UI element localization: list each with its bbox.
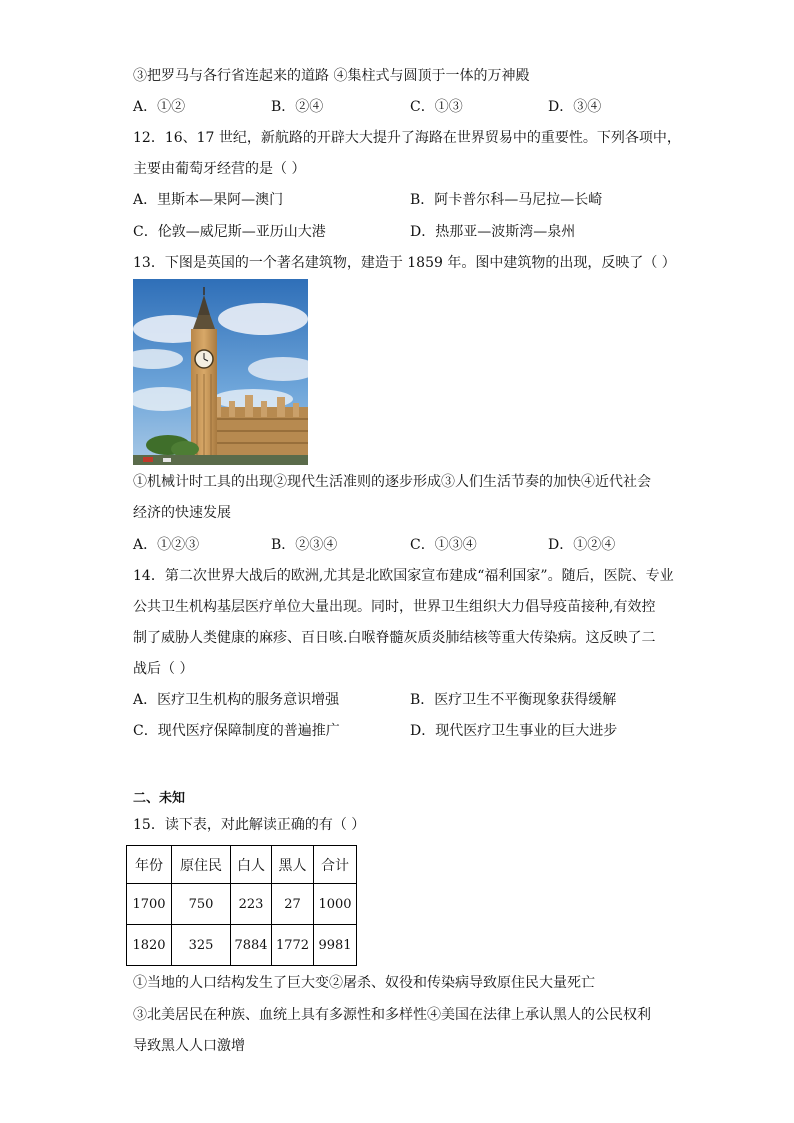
q12-option-d: D．热那亚—波斯湾—泉州 — [410, 224, 576, 240]
q11-stem-tail: ③把罗马与各行省连起来的道路 ④集柱式与圆顶于一体的万神殿 — [133, 68, 530, 84]
q14-option-c: C．现代医疗保障制度的普遍推广 — [133, 723, 340, 739]
table-cell: 1000 — [314, 884, 357, 925]
q15-stem: 15．读下表，对此解读正确的有（ ） — [133, 817, 366, 833]
q14-option-a: A．医疗卫生机构的服务意识增强 — [133, 692, 340, 708]
table-cell: 1700 — [127, 884, 172, 925]
table-header-cell: 黑人 — [272, 846, 314, 884]
table-header-cell: 白人 — [231, 846, 272, 884]
q14-option-b: B．医疗卫生不平衡现象获得缓解 — [410, 692, 617, 708]
population-table — [126, 845, 357, 966]
q13-statements-line-2: 经济的快速发展 — [133, 505, 231, 521]
table-header-cell: 年份 — [127, 846, 172, 884]
q15-statements-line-1: ①当地的人口结构发生了巨大变②屠杀、奴役和传染病导致原住民大量死亡 — [133, 975, 595, 991]
q11-option-d: D．③④ — [548, 99, 602, 115]
q13-statements-line-1: ①机械计时工具的出现②现代生活准则的逐步形成③人们生活节奏的加快④近代社会 — [133, 474, 651, 490]
q15-statements-line-2: ③北美居民在种族、血统上具有多源性和多样性④美国在法律上承认黑人的公民权利 — [133, 1007, 651, 1023]
q14-stem-line-3: 制了威胁人类健康的麻疹、百日咳.白喉脊髓灰质炎肺结核等重大传染病。这反映了二 — [133, 630, 656, 646]
table-cell: 1820 — [127, 925, 172, 966]
q13-option-c: C．①③④ — [410, 537, 477, 553]
table-row — [127, 884, 357, 925]
q13-stem: 13．下图是英国的一个著名建筑物，建造于 1859 年。图中建筑物的出现，反映了（ ） — [133, 255, 676, 271]
table-row — [127, 925, 357, 966]
q12-option-b: B．阿卡普尔科—马尼拉—长崎 — [410, 192, 603, 208]
q14-option-d: D．现代医疗卫生事业的巨大进步 — [410, 723, 618, 739]
table-header-cell: 原住民 — [172, 846, 231, 884]
table-cell: 7884 — [231, 925, 272, 966]
table-cell: 1772 — [272, 925, 314, 966]
q14-stem-line-4: 战后（ ） — [133, 661, 194, 677]
table-cell: 325 — [172, 925, 231, 966]
table-cell: 223 — [231, 884, 272, 925]
q14-stem-line-1: 14．第二次世界大战后的欧洲,尤其是北欧国家宣布建成“福利国家”。随后，医院、专业 — [133, 568, 674, 584]
q12-stem-line-1: 12．16、17 世纪，新航路的开辟大大提升了海路在世界贸易中的重要性。下列各项中， — [133, 130, 681, 146]
q13-option-d: D．①②④ — [548, 537, 616, 553]
q11-option-c: C．①③ — [410, 99, 463, 115]
q12-stem-line-2: 主要由葡萄牙经营的是（ ） — [133, 161, 306, 177]
q13-option-b: B．②③④ — [271, 537, 338, 553]
q11-option-a: A．①② — [133, 99, 186, 115]
q12-option-a: A．里斯本—果阿—澳门 — [133, 192, 284, 208]
q11-option-b: B．②④ — [271, 99, 324, 115]
q12-option-c: C．伦敦—威尼斯—亚历山大港 — [133, 224, 326, 240]
table-cell: 9981 — [314, 925, 357, 966]
q14-stem-line-2: 公共卫生机构基层医疗单位大量出现。同时，世界卫生组织大力倡导疫苗接种,有效控 — [133, 599, 656, 615]
section-title: 二、未知 — [133, 791, 186, 806]
q13-option-a: A．①②③ — [133, 537, 200, 553]
table-cell: 27 — [272, 884, 314, 925]
table-header-row — [127, 846, 357, 884]
table-header-cell: 合计 — [314, 846, 357, 884]
big-ben-photo — [133, 279, 308, 465]
q15-statements-line-3: 导致黑人人口激增 — [133, 1038, 245, 1054]
table-cell: 750 — [172, 884, 231, 925]
